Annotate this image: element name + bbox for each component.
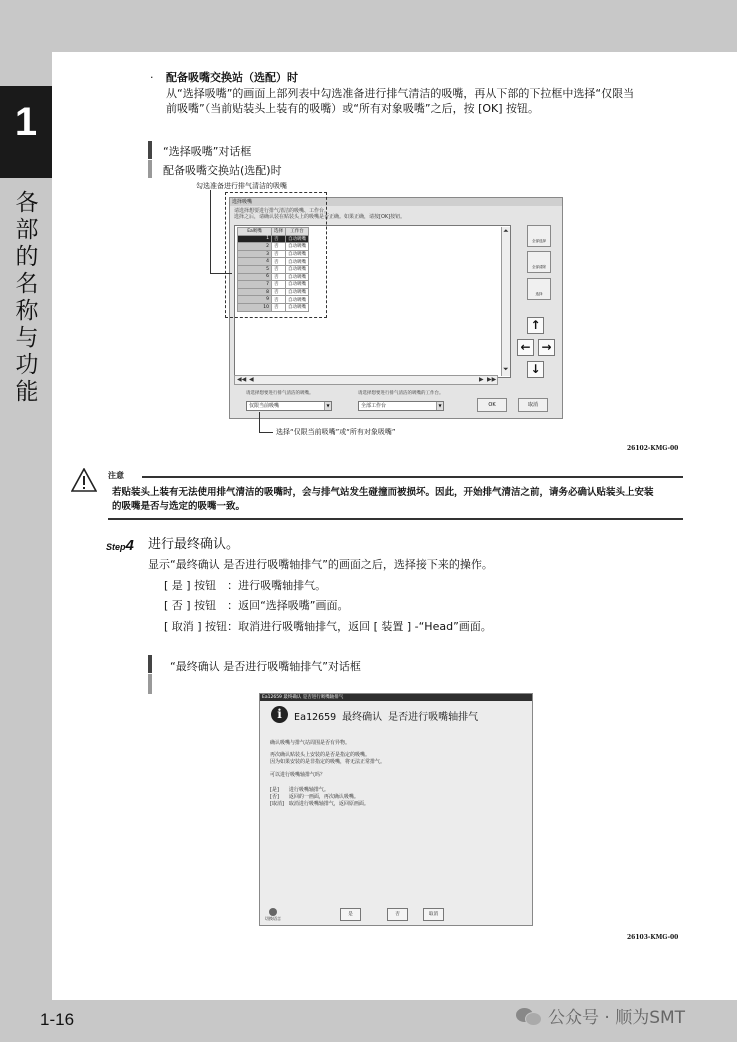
section-body-line: 从“选择吸嘴”的画面上部列表中勾选准备进行排气清洁的吸嘴，再从下部的下拉框中选择“仅限当 (166, 87, 635, 100)
stage-value: 全部工作台 (361, 403, 387, 409)
caution-text: 的吸嘴是否与选定的吸嘴一致。 (112, 501, 246, 512)
caution-text: 若贴装头上装有无法使用排气清洁的吸嘴时，会与排气站发生碰撞而被损坏。因此，开始排气清洁之前，请务必确认贴装头上安装 (112, 487, 654, 498)
scroll-top-icon[interactable]: ⏶ (503, 227, 509, 235)
dialog-title: 选择吸嘴 (230, 198, 562, 206)
caption-bar (148, 674, 152, 694)
select-button[interactable] (527, 278, 551, 300)
chapter-title-char: 称 (15, 298, 39, 324)
stage-dropdown-label: 请选择想要进行排气清洁的吸嘴的工作台。 (358, 391, 444, 396)
figure-caption: “选择吸嘴”对话框 (163, 145, 252, 158)
column-header: 选择 (272, 228, 286, 236)
row-select[interactable]: 否 (272, 273, 286, 281)
nozzle-scope-value: 仅限当前吸嘴 (249, 403, 280, 409)
arrow-up-icon: ↑ (530, 318, 541, 332)
no-button[interactable]: 否 (387, 908, 408, 921)
callout-leader (259, 412, 260, 432)
row-stage: 自动吸嘴 (286, 258, 309, 266)
warning-icon (71, 468, 97, 492)
figure-caption: “最终确认 是否进行吸嘴轴排气”对话框 (170, 660, 361, 673)
chapter-title-char: 各 (15, 190, 39, 216)
stage-dropdown[interactable] (358, 401, 444, 411)
arrow-left-button[interactable] (517, 339, 534, 356)
row-number: 1 (238, 235, 272, 243)
nozzle-dropdown-label: 请选择想要进行排气清洁的吸嘴。 (246, 391, 314, 396)
dialog-message: 确认吸嘴与排气站周围是否有异物。 (270, 740, 351, 746)
watermark-text: 公众号 · 顺为SMT (548, 1008, 686, 1028)
row-select[interactable]: 否 (272, 235, 286, 243)
step-option: [ 否 ] 按钮 ：返回“选择吸嘴”画面。 (164, 599, 349, 612)
dialog-title: Ea12659 最终确认 是否进行吸嘴轴排气 (260, 694, 532, 701)
row-stage: 自动吸嘴 (286, 235, 309, 243)
row-select[interactable]: 否 (272, 243, 286, 251)
horizontal-scrollbar[interactable] (234, 375, 498, 385)
step-intro: 显示“最终确认 是否进行吸嘴轴排气”的画面之后，选择接下来的操作。 (148, 558, 493, 571)
caption-bar (148, 160, 152, 178)
row-number: 10 (238, 303, 272, 311)
arrow-up-button[interactable] (527, 317, 544, 334)
chapter-title-char: 名 (15, 271, 39, 297)
page-next-icon[interactable]: ▶ (479, 376, 484, 383)
dialog-heading: Ea12659 最终确认 是否进行吸嘴轴排气 (294, 712, 479, 723)
dialog-instruction: 选择之后，请确认装在贴装头上的吸嘴是否正确。如果正确，请按[OK]按钮。 (234, 214, 406, 220)
column-header: Ea吸嘴 (238, 228, 272, 236)
row-stage: 自动吸嘴 (286, 303, 309, 311)
dialog-instruction: 请选择想要进行排气清洁的吸嘴、工作台。 (234, 208, 330, 214)
dialog-message: 可以进行吸嘴轴排气吗？ (270, 772, 326, 778)
final-confirm-dialog (259, 693, 533, 926)
caption-bar (148, 141, 152, 159)
bullet: · (150, 71, 154, 84)
row-number: 9 (238, 296, 272, 304)
dialog-message: [否] 返回的一画面，再次确认吸嘴。 (270, 794, 359, 800)
page-first-icon[interactable]: ◀◀ (237, 376, 247, 383)
chevron-down-icon: ▼ (324, 402, 331, 410)
section-body-line: 前吸嘴”（当前贴装头上装有的吸嘴）或“所有对象吸嘴”之后，按 [OK] 按钮。 (166, 102, 540, 115)
checkbox-highlight (225, 192, 330, 318)
figure-subcaption: 配备吸嘴交换站(选配)时 (163, 164, 282, 177)
select-label: 选择 (535, 292, 543, 296)
step-word: Step (106, 542, 126, 552)
row-number: 5 (238, 265, 272, 273)
cancel-button[interactable]: 取消 (518, 398, 548, 412)
cancel-button[interactable]: 取消 (423, 908, 444, 921)
page-last-icon[interactable]: ▶▶ (487, 376, 497, 383)
arrow-left-icon: ← (520, 340, 531, 354)
caution-label: 注意 (108, 471, 124, 480)
row-stage: 自动吸嘴 (286, 265, 309, 273)
language-switch-button[interactable]: 切换语言 (263, 907, 283, 923)
chapter-title-char: 功 (15, 352, 39, 378)
chapter-title (14, 190, 40, 406)
row-select[interactable]: 否 (272, 288, 286, 296)
yes-button[interactable]: 是 (340, 908, 361, 921)
row-number: 3 (238, 250, 272, 258)
clear-all-button[interactable] (527, 251, 551, 273)
row-number: 6 (238, 273, 272, 281)
row-stage: 自动吸嘴 (286, 288, 309, 296)
row-stage: 自动吸嘴 (286, 273, 309, 281)
page-prev-icon[interactable]: ◀ (249, 376, 254, 383)
row-select[interactable]: 否 (272, 258, 286, 266)
page-top-band (0, 0, 737, 52)
ok-button[interactable]: OK (477, 398, 507, 412)
clear-all-label: 全部清除 (532, 265, 546, 269)
page-number: 1-16 (40, 1010, 75, 1029)
arrow-right-button[interactable] (538, 339, 555, 356)
row-number: 4 (238, 258, 272, 266)
caution-rule (108, 518, 683, 520)
row-stage: 自动吸嘴 (286, 281, 309, 289)
scroll-bottom-icon[interactable]: ⏷ (503, 365, 509, 373)
column-header: 工作台 (286, 228, 309, 236)
arrow-down-button[interactable] (527, 361, 544, 378)
figure-code: 26102-KMG-00 (627, 445, 679, 452)
callout-top: 勾选准备进行排气清洁的吸嘴 (196, 182, 287, 190)
section-title: 配备吸嘴交换站（选配）时 (166, 71, 298, 84)
select-all-label: 全部选择 (532, 239, 546, 243)
step-number: 4 (125, 537, 134, 554)
chevron-down-icon: ▼ (436, 402, 443, 410)
callout-leader (259, 432, 273, 433)
chapter-number: 1 (14, 100, 38, 144)
row-select[interactable]: 否 (272, 250, 286, 258)
step-title: 进行最终确认。 (148, 537, 240, 552)
row-stage: 自动吸嘴 (286, 296, 309, 304)
chapter-title-char: 与 (15, 325, 39, 351)
callout-leader (210, 273, 232, 274)
nozzle-scope-dropdown[interactable] (246, 401, 332, 411)
arrow-down-icon: ↓ (530, 362, 541, 376)
row-number: 8 (238, 288, 272, 296)
callout-leader (210, 190, 211, 274)
watermark (516, 1003, 685, 1028)
callout-bottom: 选择“仅限当前吸嘴”或“所有对象吸嘴” (276, 428, 396, 436)
vertical-scrollbar[interactable] (501, 227, 510, 376)
row-number: 2 (238, 243, 272, 251)
row-select[interactable]: 否 (272, 296, 286, 304)
row-select[interactable]: 否 (272, 281, 286, 289)
row-stage: 自动吸嘴 (286, 243, 309, 251)
select-all-button[interactable] (527, 225, 551, 247)
row-select[interactable]: 否 (272, 303, 286, 311)
figure-code: 26103-KMG-00 (627, 934, 679, 941)
chapter-title-char: 部 (15, 217, 39, 243)
chapter-title-char: 能 (15, 379, 39, 405)
row-select[interactable]: 否 (272, 265, 286, 273)
wechat-icon (516, 1006, 542, 1026)
dialog-message: 再次确认贴装头上安装的是否是指定的吸嘴。 (270, 752, 371, 758)
arrow-right-icon: → (541, 340, 552, 354)
dialog-message: 因为如果安装的是非指定的吸嘴，将无法正常排气。 (270, 759, 386, 765)
caption-bar (148, 655, 152, 673)
row-number: 7 (238, 281, 272, 289)
step-option: [ 取消 ] 按钮：取消进行吸嘴轴排气，返回 [ 装置 ] -“Head”画面。 (164, 620, 492, 633)
dialog-message: [取消] 取消进行吸嘴轴排气，返回原画面。 (270, 801, 369, 807)
dialog-message: [是] 进行吸嘴轴排气。 (270, 787, 329, 793)
step-option: [ 是 ] 按钮 ：进行吸嘴轴排气。 (164, 579, 327, 592)
row-stage: 自动吸嘴 (286, 250, 309, 258)
info-icon: i (271, 706, 288, 723)
chapter-title-char: 的 (15, 244, 39, 270)
caution-rule (142, 476, 683, 478)
step-badge (106, 537, 134, 555)
